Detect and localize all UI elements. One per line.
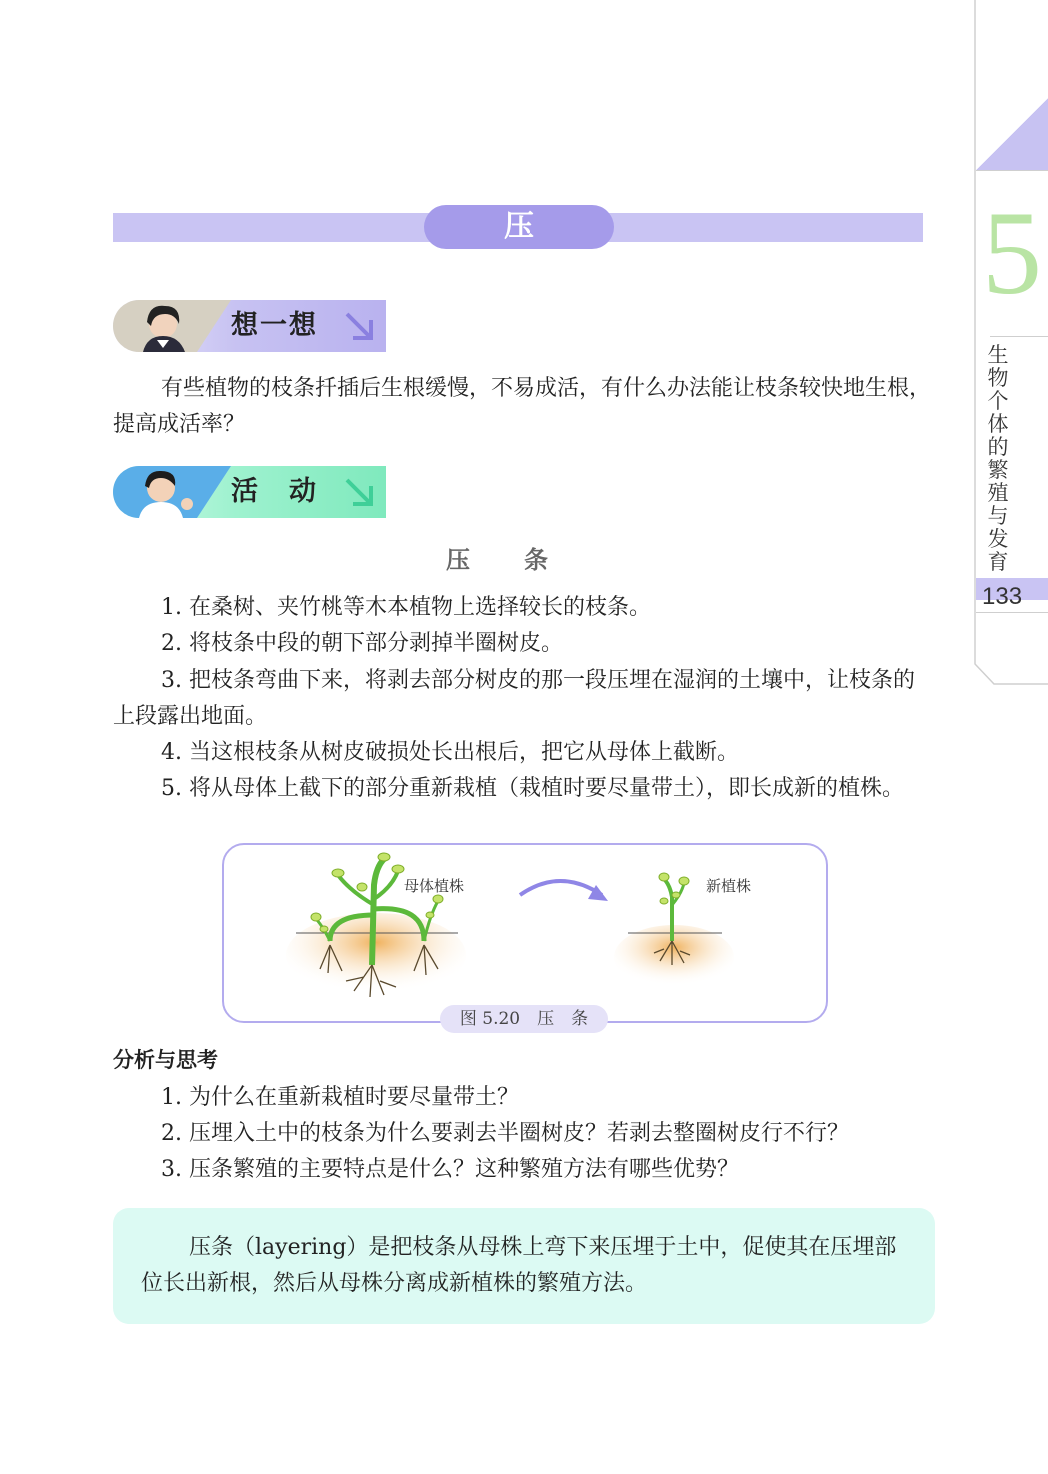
question-item: 1. 为什么在重新栽植时要尽量带土？ (161, 1085, 519, 1110)
analysis-heading: 分析与思考 (113, 1048, 218, 1072)
arrow-down-right-icon (341, 474, 379, 512)
margin-divider (990, 336, 1048, 337)
step-item: 2. 将枝条中段的朝下部分剥掉半圈树皮。 (161, 631, 563, 656)
student-photo (113, 300, 223, 352)
step-item: 3. 把枝条弯曲下来，将剥去部分树皮的那一段压埋在湿润的土壤中，让枝条的上段露出地面。 (113, 668, 915, 729)
margin-corner-triangle (976, 98, 1048, 170)
question-item: 2. 压埋入土中的枝条为什么要剥去半圈树皮？若剥去整圈树皮行不行？ (161, 1121, 849, 1146)
figure-caption: 图 5.20 压 条 (440, 1005, 608, 1033)
definition-box (113, 1208, 935, 1324)
activity-banner (113, 466, 386, 518)
think-question: 有些植物的枝条扦插后生根缓慢，不易成活，有什么办法能让枝条较快地生根，提高成活率？ (113, 376, 932, 437)
margin-corner-fold (974, 660, 1048, 686)
section-title: 压条 (424, 205, 614, 249)
page-number: 133 (982, 583, 1023, 610)
activity-title: 压条 (446, 546, 602, 574)
definition-text: 压条（layering）是把枝条从母株上弯下来压埋于土中，促使其在压埋部位长出新根，然后从母株分离成新植株的繁殖方法。 (141, 1235, 897, 1296)
arrow-down-right-icon (341, 308, 379, 346)
think-banner (113, 300, 386, 352)
margin-divider (976, 612, 1048, 613)
step-item: 1. 在桑树、夹竹桃等木本植物上选择较长的枝条。 (161, 595, 651, 620)
chapter-title: 生物个体的繁殖与发育 (987, 343, 1009, 574)
parent-plant-label: 母体植株 (404, 877, 465, 895)
step-item: 5. 将从母体上截下的部分重新栽植（栽植时要尽量带土），即长成新的植株。 (161, 776, 904, 801)
step-item: 4. 当这根枝条从树皮破损处长出根后，把它从母体上截断。 (161, 740, 739, 765)
activity-label: 活 动 (231, 476, 318, 507)
question-item: 3. 压条繁殖的主要特点是什么？这种繁殖方法有哪些优势？ (161, 1157, 739, 1182)
layering-figure (222, 843, 828, 1023)
new-plant-label: 新植株 (706, 877, 752, 895)
student-photo (113, 466, 223, 518)
layering-illustration (224, 845, 826, 1021)
margin-divider (976, 170, 1048, 171)
think-label: 想一想 (231, 310, 318, 341)
chapter-number: 5 (982, 186, 1042, 319)
